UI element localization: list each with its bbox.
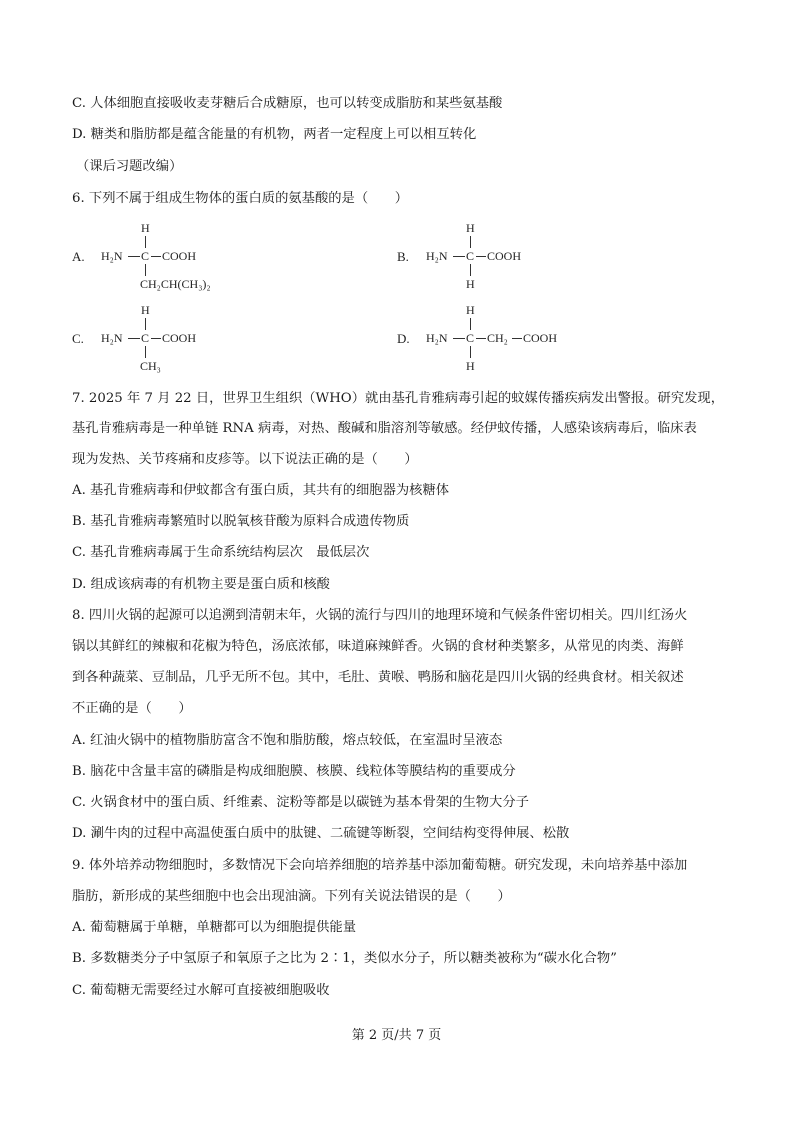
bond-bottom xyxy=(145,346,146,358)
q8-option-c: C. 火锅食材中的蛋白质、纤维素、淀粉等都是以碳链为基本骨架的生物大分子 xyxy=(72,795,529,810)
bond-top xyxy=(470,236,471,248)
q8-stem-1: 8. 四川火锅的起源可以追溯到清朝末年，火锅的流行与四川的地理环境和气候条件密切相关。四川红汤火 xyxy=(72,608,688,623)
q8-option-d: D. 涮牛肉的过程中高温使蛋白质中的肽键、二硫键等断裂，空间结构变得伸展、松散 xyxy=(72,826,570,841)
q9-stem-1: 9. 体外培养动物细胞时，多数情况下会向培养细胞的培养基中添加葡萄糖。研究发现，未向培养基中添加 xyxy=(72,858,688,873)
amino-group: H₂N xyxy=(101,249,123,263)
q7-option-a: A. 基孔肯雅病毒和伊蚊都含有蛋白质，其共有的细胞器为核糖体 xyxy=(72,483,450,498)
bond-left xyxy=(453,338,465,339)
bond-top xyxy=(145,318,146,330)
q9-option-b: B. 多数糖类分子中氢原子和氧原子之比为 2∶1，类似水分子，所以糖类被称为“碳水化合物” xyxy=(72,951,617,966)
side-chain-a: CH₂CH(CH₃)₂ xyxy=(140,277,211,291)
q9-option-c: C. 葡萄糖无需要经过水解可直接被细胞吸收 xyxy=(72,983,330,998)
q7-stem-1: 7. 2025 年 7 月 22 日，世界卫生组织（WHO）就由基孔肯雅病毒引起的蚊媒传播疾病发出警报。研究发现， xyxy=(72,391,725,406)
q5-option-d: D. 糖类和脂肪都是蕴含能量的有机物，两者一定程度上可以相互转化 xyxy=(72,127,477,142)
q9-option-a: A. 葡萄糖属于单糖，单糖都可以为细胞提供能量 xyxy=(72,920,356,935)
bond-right xyxy=(476,256,486,257)
amino-group: H₂N xyxy=(426,331,448,345)
q6-option-d-letter: D. xyxy=(397,331,410,346)
q9-stem-2: 脂肪，新形成的某些细胞中也会出现油滴。下列有关说法错误的是（ ） xyxy=(72,889,511,904)
q7-stem-3: 现为发热、关节疼痛和皮疹等。以下说法正确的是（ ） xyxy=(72,452,418,467)
q6-option-a-letter: A. xyxy=(72,249,85,264)
page-footer: 第 2 页/共 7 页 xyxy=(351,1028,442,1043)
carboxyl-group: COOH xyxy=(162,331,197,345)
bond-bottom xyxy=(470,346,471,358)
atom-h-bottom: H xyxy=(466,277,475,291)
carboxyl-group: COOH xyxy=(162,249,197,263)
q8-stem-4: 不正确的是（ ） xyxy=(72,701,192,716)
q7-stem-2: 基孔肯雅病毒是一种单链 RNA 病毒，对热、酸碱和脂溶剂等敏感。经伊蚊传播，人感染该病毒后，临床表 xyxy=(72,421,697,436)
atom-h-top: H xyxy=(466,221,475,235)
atom-h-bottom: H xyxy=(466,359,475,373)
q5-option-c: C. 人体细胞直接吸收麦芽糖后合成糖原，也可以转变成脂肪和某些氨基酸 xyxy=(72,96,503,111)
q8-stem-3: 到各种蔬菜、豆制品，几乎无所不包。其中，毛肚、黄喉、鸭肠和脑花是四川火锅的经典食材。相关叙述 xyxy=(72,670,684,685)
atom-h-top: H xyxy=(141,303,150,317)
bond-left xyxy=(128,338,140,339)
bond-top xyxy=(470,318,471,330)
bond-right xyxy=(151,338,161,339)
alpha-carbon: C xyxy=(466,249,475,263)
side-chain-c: CH₃ xyxy=(140,359,161,373)
bond-bottom xyxy=(145,264,146,276)
q8-stem-2: 锅以其鲜红的辣椒和花椒为特色，汤底浓郁，味道麻辣鲜香。火锅的食材种类繁多，从常见的肉类、海鲜 xyxy=(72,639,684,654)
bond-right xyxy=(151,256,161,257)
amino-group: H₂N xyxy=(101,331,123,345)
bond-top xyxy=(145,236,146,248)
alpha-carbon: C xyxy=(141,249,150,263)
carboxyl-group: COOH xyxy=(523,331,558,345)
bond-mid xyxy=(476,338,486,339)
bond-bottom xyxy=(470,264,471,276)
q8-option-b: B. 脑花中含量丰富的磷脂是构成细胞膜、核膜、线粒体等膜结构的重要成分 xyxy=(72,764,516,779)
q6-option-b-letter: B. xyxy=(397,249,409,264)
bond-left xyxy=(453,256,465,257)
atom-h-top: H xyxy=(466,303,475,317)
source-note: （课后习题改编） xyxy=(76,159,183,174)
bond-right xyxy=(512,338,522,339)
atom-h-top: H xyxy=(141,221,150,235)
q7-option-c: C. 基孔肯雅病毒属于生命系统结构层次 最低层次 xyxy=(72,545,370,560)
bond-left xyxy=(128,256,140,257)
alpha-carbon: C xyxy=(141,331,150,345)
carboxyl-group: COOH xyxy=(487,249,522,263)
methylene-group: CH₂ xyxy=(487,331,508,345)
q6-option-c-letter: C. xyxy=(72,331,84,346)
alpha-carbon: C xyxy=(466,331,475,345)
q6-stem: 6. 下列不属于组成生物体的蛋白质的氨基酸的是（ ） xyxy=(72,191,409,206)
q7-option-b: B. 基孔肯雅病毒繁殖时以脱氧核苷酸为原料合成遗传物质 xyxy=(72,514,410,529)
amino-group: H₂N xyxy=(426,249,448,263)
q8-option-a: A. 红油火锅中的植物脂肪富含不饱和脂肪酸，熔点较低，在室温时呈液态 xyxy=(72,733,503,748)
q7-option-d: D. 组成该病毒的有机物主要是蛋白质和核酸 xyxy=(72,577,330,592)
